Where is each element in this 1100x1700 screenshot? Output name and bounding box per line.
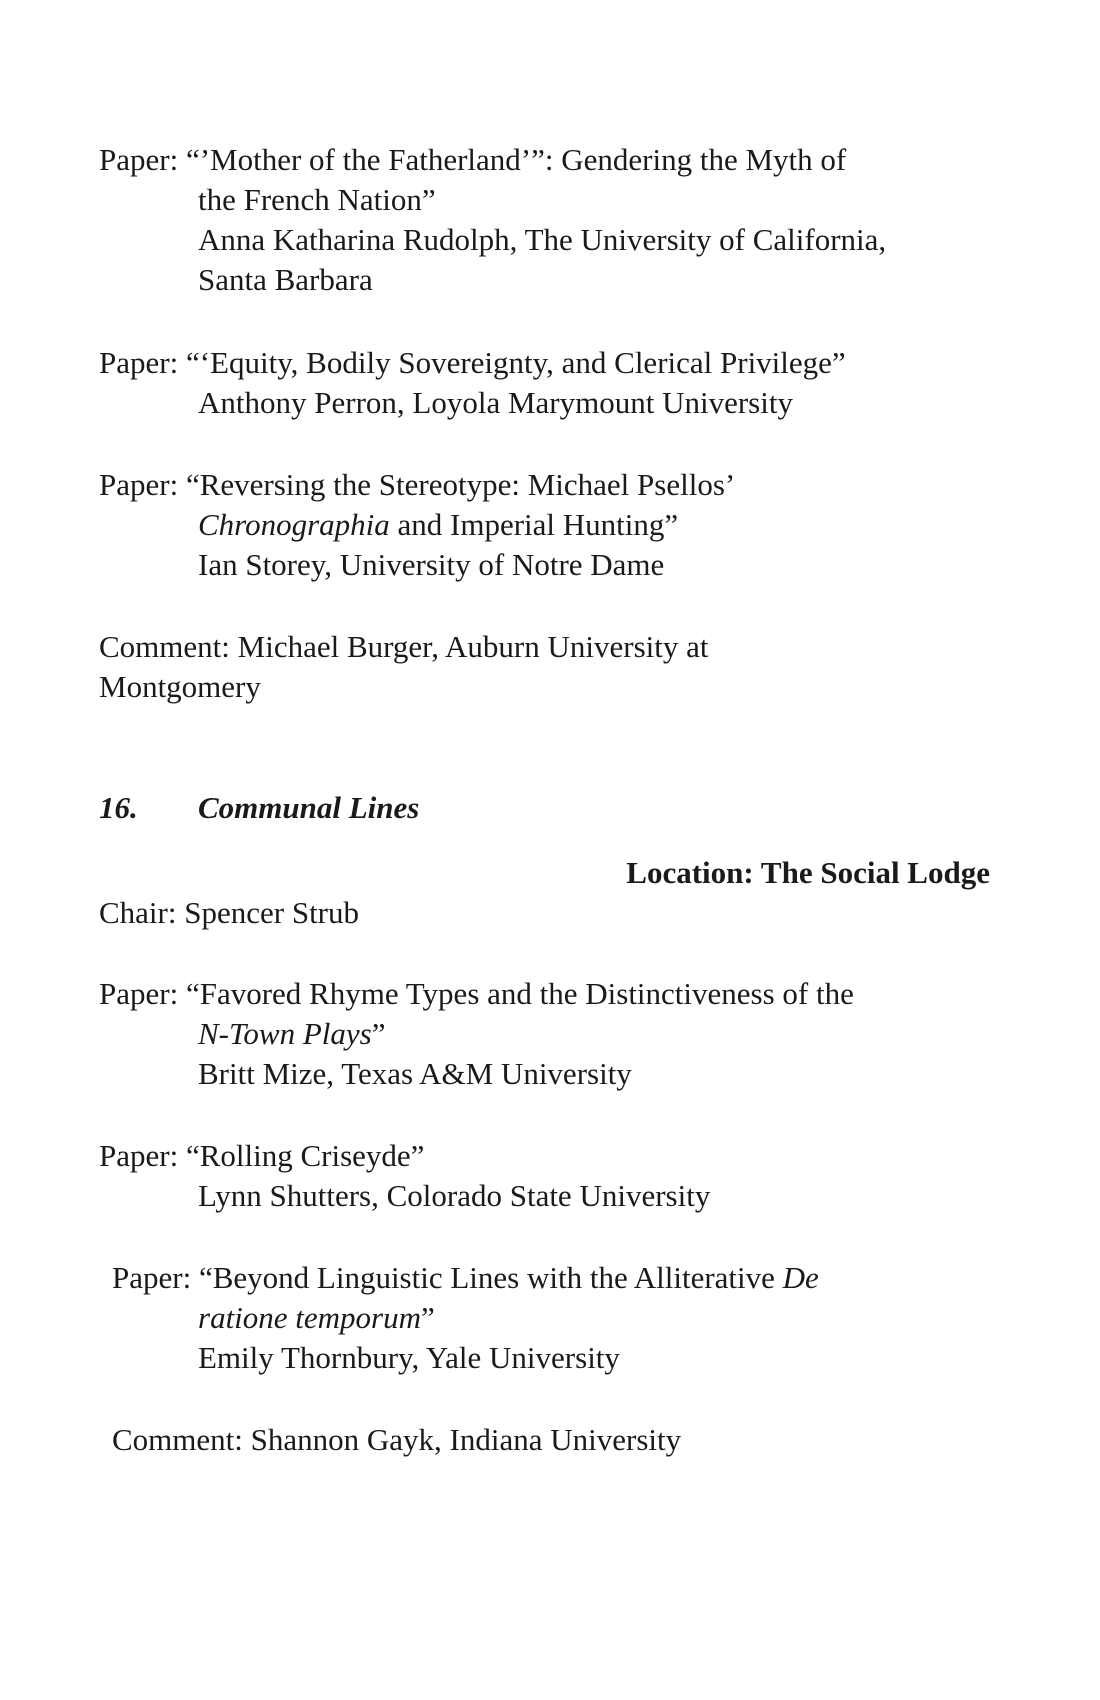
paper-title-rest: and Imperial Hunting”: [389, 507, 679, 542]
comment-text: Comment: Michael Burger, Auburn University at: [99, 629, 709, 664]
paper-title-continued: [112, 1298, 1012, 1338]
paper-title-line: [99, 974, 999, 1014]
paper-label: Paper:: [99, 976, 179, 1011]
paper-title-italic: De: [782, 1260, 819, 1295]
comment-text: Comment: Shannon Gayk, Indiana University: [112, 1422, 682, 1457]
paper-title-rest: ”: [371, 1016, 386, 1051]
paper-title-italic: ratione temporum: [198, 1300, 422, 1335]
paper-author: Anna Katharina Rudolph, The University of California,: [198, 222, 887, 257]
session-number: 16.: [99, 790, 138, 825]
session-location: Location: The Social Lodge: [626, 855, 990, 890]
session-chair: [99, 893, 999, 933]
session-heading: [99, 788, 419, 828]
paper-title-italic: Chronographia: [198, 507, 390, 542]
paper-title: “Rolling Criseyde”: [185, 1138, 425, 1173]
paper-title-line: [99, 465, 999, 505]
paper-label: Paper:: [112, 1260, 192, 1295]
session-title: Communal Lines: [198, 790, 420, 825]
paper-title-continued: [99, 505, 999, 545]
paper-entry-reversing-the-stereotype: [99, 465, 999, 585]
paper-author: Britt Mize, Texas A&M University: [198, 1056, 632, 1091]
paper-entry-rolling-criseyde: [99, 1136, 999, 1216]
paper-label: Paper:: [99, 1138, 179, 1173]
paper-title-line: [99, 140, 999, 180]
paper-author: Ian Storey, University of Notre Dame: [198, 547, 665, 582]
paper-title: “Beyond Linguistic Lines with the Alliterative: [198, 1260, 783, 1295]
paper-title-line: [99, 1136, 999, 1176]
paper-entry-beyond-linguistic-lines: [112, 1258, 1012, 1378]
paper-title-italic: N-Town Plays: [198, 1016, 372, 1051]
paper-title: “Reversing the Stereotype: Michael Psellos’: [185, 467, 736, 502]
paper-title: “‘Equity, Bodily Sovereignty, and Clerical Privilege”: [185, 345, 846, 380]
comment-text-continued: Montgomery: [99, 669, 261, 704]
chair-text: Chair: Spencer Strub: [99, 895, 360, 930]
paper-entry-mother-of-the-fatherland: [99, 140, 999, 300]
paper-label: Paper:: [99, 345, 179, 380]
paper-title: “Favored Rhyme Types and the Distinctiveness of the: [185, 976, 854, 1011]
paper-title-continued: [99, 1014, 999, 1054]
comment-entry-top: [99, 627, 999, 707]
paper-label: Paper:: [99, 142, 179, 177]
paper-title-rest: ”: [421, 1300, 435, 1335]
paper-author: Emily Thornbury, Yale University: [198, 1340, 620, 1375]
paper-title: “’Mother of the Fatherland’”: Gendering the Myth of: [185, 142, 847, 177]
paper-author: Anthony Perron, Loyola Marymount University: [198, 385, 793, 420]
paper-title-line: [99, 343, 999, 383]
paper-title-line: [112, 1258, 1012, 1298]
paper-label: Paper:: [99, 467, 179, 502]
comment-entry-session: [112, 1420, 1012, 1460]
paper-author-continued: Santa Barbara: [198, 262, 373, 297]
paper-author: Lynn Shutters, Colorado State University: [198, 1178, 711, 1213]
paper-entry-favored-rhyme-types: [99, 974, 999, 1094]
paper-title-continued: the French Nation”: [198, 182, 436, 217]
paper-entry-equity: [99, 343, 999, 423]
